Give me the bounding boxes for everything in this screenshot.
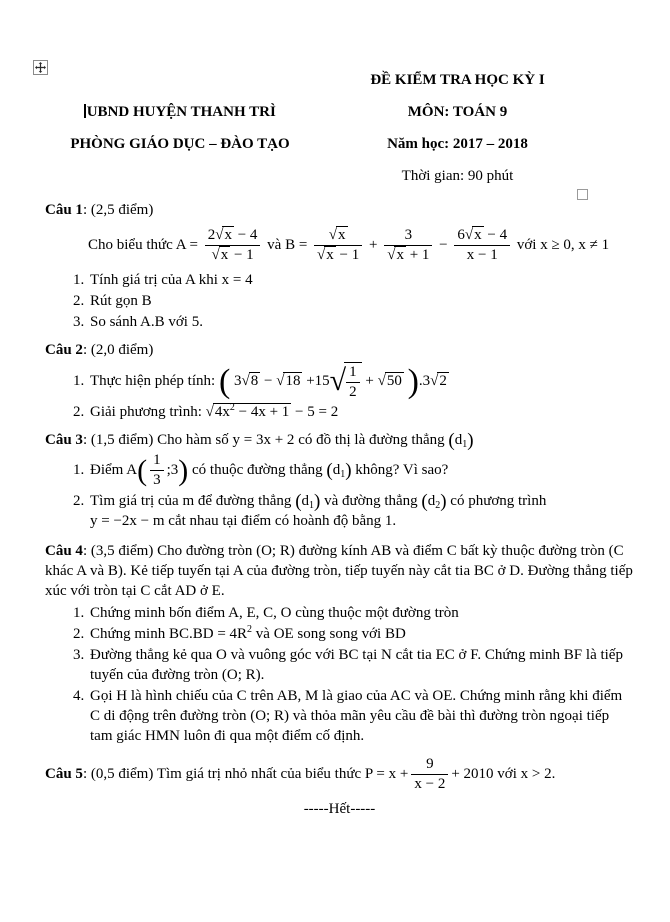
minus-operator: −: [264, 372, 273, 389]
fraction-numerator: 1: [346, 364, 360, 383]
line-d2-label: [421, 490, 447, 512]
text-cursor: [84, 104, 86, 118]
open-paren: (: [326, 460, 333, 482]
radicand: x: [326, 247, 334, 264]
exponent: 2: [247, 623, 253, 635]
subject-line: MÔN: TOÁN 9: [407, 104, 508, 120]
math-token: và đường thẳng: [324, 492, 418, 509]
close-paren: ): [407, 362, 419, 400]
line-d1-label: [295, 490, 321, 512]
fraction-denominator: [205, 246, 261, 264]
q4-item-1: 1. Chứng minh bốn điểm A, E, C, O cùng thuộc một đường tròn: [88, 603, 634, 623]
exam-title: ĐỀ KIỂM TRA HỌC KỲ I: [370, 72, 545, 88]
fraction-denominator: x − 1: [466, 247, 498, 264]
q3-heading: [45, 430, 634, 450]
math-token: d: [454, 432, 463, 448]
fraction-denominator: 2: [349, 383, 357, 400]
math-token: 6: [457, 227, 465, 243]
subscript: 2: [435, 499, 441, 511]
header-row-3: [30, 136, 670, 168]
sqrt-expression: [276, 372, 302, 389]
sqrt-expression: [378, 372, 404, 389]
math-token: − 4: [487, 227, 508, 243]
radical-sign: √: [276, 372, 284, 389]
line-d1-label: [448, 430, 474, 451]
sqrt-expression: [387, 246, 406, 263]
math-token: + 2010: [451, 765, 494, 782]
fraction-numerator: [454, 227, 510, 246]
math-token: Chứng minh BC.BD = 4R: [90, 625, 248, 642]
fraction-A: [205, 227, 261, 265]
math-token: − 4x + 1: [234, 404, 290, 420]
fraction-denominator: 3: [153, 472, 161, 489]
sqrt-expression: [242, 372, 261, 389]
q3-label: Câu 3: [45, 432, 83, 448]
radical-sign: √: [430, 372, 438, 389]
radical-sign: √: [329, 364, 347, 398]
anchor-square-icon: [577, 189, 588, 200]
q2-label: Câu 2: [45, 341, 83, 358]
q1-condition: với x ≥ 0, x ≠ 1: [516, 237, 610, 254]
q2-item2-label: Giải phương trình:: [90, 404, 202, 420]
q2-points: : (2,0 điểm): [82, 341, 154, 358]
math-token: A =: [175, 237, 198, 254]
fraction-denominator: x − 2: [414, 775, 446, 792]
sqrt-expression: [215, 226, 234, 243]
open-paren: (: [448, 430, 455, 451]
math-token: − 5 = 2: [295, 404, 339, 420]
q3-list: [45, 452, 634, 531]
math-token: 3: [234, 372, 242, 389]
q3-intro-2: có đồ thị là đường thẳng: [294, 432, 449, 448]
math-token: − 4: [237, 227, 258, 243]
math-token: B =: [285, 237, 308, 254]
fraction: [150, 452, 164, 490]
plus-operator: +: [369, 237, 378, 254]
sqrt-expression: [317, 246, 336, 263]
org-name-line1: [30, 104, 330, 136]
radicand: 18: [285, 372, 301, 389]
fraction-numerator: 1: [150, 452, 164, 471]
line-d1-label: [326, 460, 352, 482]
math-token: − 1: [339, 247, 360, 264]
open-paren: (: [421, 490, 428, 512]
fraction-B3: [454, 227, 510, 265]
q4-item-4: 4. Gọi H là hình chiếu của C trên AB, M là giao của AC và OE. Chứng minh rằng khi điểm C di động trên đường tròn (O; R) và thỏa mãn yêu cầu đề bài thì đường tròn ngoại tiếp tam giác HMN luôn đi qua một điểm cố định.: [88, 686, 634, 746]
math-token: +15: [306, 372, 330, 389]
q1-item-3: 3. So sánh A.B với 5.: [88, 312, 634, 332]
q3-item-1: [88, 452, 634, 490]
radicand: 2: [439, 372, 447, 389]
q1-item-1: 1. Tính giá trị của A khi x = 4: [88, 270, 634, 290]
subscript: 1: [462, 439, 468, 450]
radical-sign: √: [241, 372, 249, 389]
org-name-text: UBND HUYỆN THANH TRÌ: [86, 104, 276, 120]
q4-intro: : (3,5 điểm) Cho đường tròn (O; R) đường kính AB và điểm C bất kỳ thuộc đường tròn (C khác A và B). Kẻ tiếp tuyến tại A của đường tròn, tiếp tuyến này cắt tia BC ở D. Đường thẳng tiếp xúc với tròn tại C cắt AD ở E.: [45, 542, 633, 599]
radical-sign: √: [464, 227, 473, 243]
q4-item-2: [88, 624, 634, 644]
fraction: [346, 364, 360, 402]
header-row-4: [30, 168, 670, 200]
math-token: d: [332, 462, 341, 479]
q3-item2-line2: y = −2x − m cắt nhau tại điểm có hoành độ bằng 1.: [90, 512, 397, 529]
close-paren: ): [178, 453, 189, 487]
fraction-B1: [314, 227, 362, 265]
radicand: x: [224, 227, 232, 243]
q1-heading: [45, 200, 634, 220]
close-paren: ): [440, 490, 447, 512]
radical-sign: √: [211, 247, 219, 264]
fraction-numerator: 9: [411, 756, 448, 775]
four-way-arrows-glyph: [35, 62, 46, 73]
subscript: 1: [309, 499, 315, 511]
math-token: và OE song song với BD: [252, 625, 406, 642]
fraction: [411, 756, 448, 794]
q2-list: [45, 362, 634, 423]
header-left-spacer-2: [30, 168, 330, 200]
radicand: 8: [250, 372, 259, 389]
school-year: Năm học: 2017 – 2018: [387, 136, 528, 152]
open-paren: (: [295, 490, 302, 512]
q2-item-1: [88, 362, 634, 402]
math-token: y = 3x + 2: [232, 432, 295, 448]
radicand: x: [396, 247, 404, 264]
radical-sign: √: [377, 372, 385, 389]
minus-operator: −: [439, 237, 448, 254]
subscript: 1: [340, 469, 346, 481]
radical-sign: √: [328, 227, 337, 243]
math-token: có thuộc đường thẳng: [192, 462, 323, 479]
math-token: d: [427, 492, 436, 509]
header-row-2: [30, 104, 670, 136]
move-handle-icon[interactable]: [33, 60, 48, 75]
fraction-numerator: [314, 227, 362, 246]
q4-label: Câu 4: [45, 542, 83, 559]
radicand: 50: [386, 372, 402, 389]
math-token: d: [301, 492, 310, 509]
radicand: [213, 403, 291, 420]
open-paren: (: [137, 453, 148, 487]
q1-list: [45, 270, 634, 332]
q5-intro: : (0,5 điểm) Tìm giá trị nhỏ nhất của biểu thức: [82, 765, 365, 782]
open-paren: (: [218, 362, 231, 400]
q3-intro: : (1,5 điểm) Cho hàm số: [82, 432, 233, 448]
header-row-1: [30, 72, 670, 104]
radicand: x: [220, 247, 229, 264]
close-paren: ): [467, 430, 474, 451]
radical-sign: √: [317, 247, 325, 264]
q1-item-2: 2. Rút gọn B: [88, 291, 634, 311]
q1-points: : (2,5 điểm): [82, 202, 154, 218]
math-token: không? Vì sao?: [355, 462, 449, 479]
header-left-spacer: [30, 72, 330, 104]
math-token: P = x +: [364, 765, 409, 782]
q4-list: [45, 603, 634, 746]
close-paren: ): [314, 490, 321, 512]
duration: Thời gian: 90 phút: [401, 168, 514, 184]
exam-header: [0, 0, 670, 200]
q3-item-2: [88, 491, 634, 531]
fraction-numerator: [205, 227, 261, 246]
math-token: và: [267, 237, 282, 254]
q2-item1-label: Thực hiện phép tính:: [90, 372, 216, 389]
close-paren: ): [345, 460, 352, 482]
sqrt-expression: [465, 226, 484, 243]
end-marker: -----Hết-----: [303, 801, 376, 817]
fraction-B2: [384, 227, 432, 265]
math-token: − 1: [233, 247, 254, 264]
sqrt-expression: [430, 372, 449, 389]
exponent: 2: [229, 402, 235, 413]
math-token: 4x: [214, 404, 230, 420]
exam-body: [0, 200, 670, 819]
radical-sign: √: [215, 227, 223, 243]
math-token: ;3: [166, 462, 179, 479]
math-token: + 1: [409, 247, 430, 264]
sqrt-expression: [206, 403, 292, 420]
math-token: 2: [207, 227, 216, 243]
org-name-line2: PHÒNG GIÁO DỤC – ĐÀO TẠO: [70, 136, 290, 152]
sqrt-expression: [211, 246, 230, 263]
radicand: x: [338, 227, 346, 243]
fraction-denominator: [384, 246, 432, 264]
q2-heading: [45, 340, 634, 360]
q4-item-3: 3. Đường thẳng kẻ qua O và vuông góc với BC tại N cắt tia EC ở F. Chứng minh BF là tiếp tuyến của đường tròn (O; R).: [88, 645, 634, 685]
radicand: [344, 362, 362, 402]
fraction-numerator: 3: [384, 227, 432, 246]
math-token: .3: [418, 372, 431, 389]
math-token: có phương trình: [450, 492, 547, 509]
q2-item-2: [88, 402, 634, 422]
sqrt-expression: [329, 226, 348, 243]
q1-intro: Cho biểu thức: [88, 237, 173, 254]
radicand: x: [474, 227, 482, 243]
plus-operator: +: [365, 372, 374, 389]
q1-formula: [88, 227, 634, 265]
q1-label: Câu 1: [45, 202, 83, 218]
q5-condition: với x > 2.: [497, 765, 556, 782]
sqrt-of-fraction: [330, 362, 362, 402]
math-token: Tìm giá trị của m để đường thẳng: [90, 492, 292, 509]
q4-heading-paragraph: [45, 541, 634, 601]
q5-paragraph: [45, 756, 634, 794]
q5-label: Câu 5: [45, 765, 83, 782]
radical-sign: √: [387, 247, 395, 264]
radical-sign: √: [205, 404, 213, 420]
fraction-denominator: [314, 246, 362, 264]
math-token: Điểm A: [90, 462, 138, 479]
